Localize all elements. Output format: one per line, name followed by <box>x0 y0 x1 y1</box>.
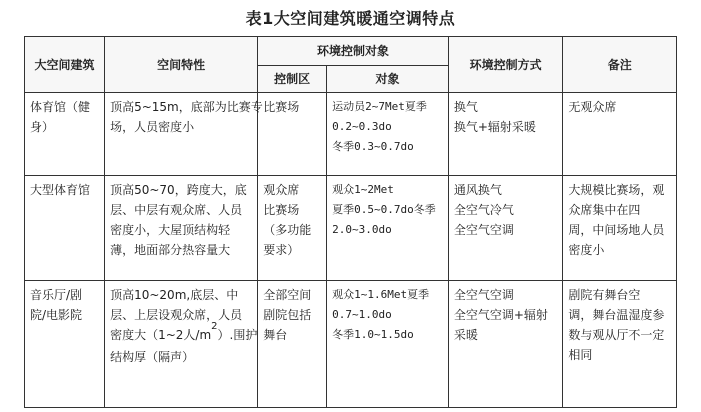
cell-text-density <box>110 321 258 347</box>
cell-text: 结构厚（隔声） <box>110 350 195 364</box>
header-building: 大空间建筑 <box>25 37 105 93</box>
cell-text: 相同 <box>568 348 593 362</box>
cell-zone <box>258 281 327 408</box>
cell-zone <box>258 176 327 281</box>
cell-text: 要求） <box>263 243 300 257</box>
header-target: 对象 <box>327 66 449 93</box>
cell-text: 采暖 <box>453 328 478 342</box>
cell-text: 舞台 <box>263 328 288 342</box>
cell-method <box>448 176 563 281</box>
cell-text: 0.2~0.3do <box>332 120 392 133</box>
cell-text: 夏季0.5~0.7do冬季 <box>332 203 436 216</box>
cell-text: 剧院有舞台空 <box>568 288 641 302</box>
cell-text: （多功能 <box>263 223 312 237</box>
cell-text: 顶高50~70，跨度大，底 <box>110 183 247 197</box>
table-row <box>25 176 677 281</box>
header-space: 空间特性 <box>105 37 258 93</box>
cell-text: 密度大（1~2人/m <box>110 328 212 342</box>
cell-text: 数与观从厅不一定 <box>568 328 665 342</box>
cell-text: 音乐厅/剧 <box>30 288 83 302</box>
cell-text: 院/电影院 <box>30 308 83 322</box>
table-title: 表1大空间建筑暖通空调特点 <box>245 9 456 28</box>
cell-text: 周，中间场地人员 <box>568 223 665 237</box>
cell-target <box>327 176 449 281</box>
cell-space <box>105 281 258 408</box>
cell-text: 冬季1.0~1.5do <box>332 328 414 341</box>
cell-text: 体育馆（健 <box>30 100 91 114</box>
header-notes: 备注 <box>563 37 677 93</box>
cell-building <box>25 281 105 408</box>
cell-text: 调，舞台温湿度参 <box>568 308 665 322</box>
table-row <box>25 93 677 176</box>
cell-text: 密度小，大屋顶结构轻 <box>110 223 231 237</box>
cell-text: 层、中层有观众席、人员 <box>110 203 243 217</box>
superscript: 2 <box>211 321 218 332</box>
cell-text: 密度小 <box>568 243 605 257</box>
table-row <box>25 281 677 408</box>
cell-text: 比赛场 <box>263 203 300 217</box>
cell-text: ）.围护 <box>217 328 258 342</box>
cell-text: 大规模比赛场，观 <box>568 183 665 197</box>
cell-zone <box>258 93 327 176</box>
cell-text: 无观众席 <box>568 100 617 114</box>
cell-text: 冬季0.3~0.7do <box>332 140 414 153</box>
cell-building <box>25 176 105 281</box>
cell-text: 场，人员密度小 <box>110 120 195 134</box>
cell-text: 观众1~2Met <box>332 183 394 196</box>
cell-building <box>25 93 105 176</box>
header-control-method: 环境控制方式 <box>448 37 563 93</box>
cell-text: 身） <box>30 120 55 134</box>
cell-text: 全空气空调 <box>453 288 514 302</box>
cell-note <box>563 176 677 281</box>
hvac-features-table <box>24 36 677 408</box>
cell-text: 大型体育馆 <box>30 183 91 197</box>
cell-text: 运动员2~7Met夏季 <box>332 100 427 113</box>
cell-target <box>327 281 449 408</box>
cell-space <box>105 93 263 176</box>
cell-text: 全空气冷气 <box>453 203 514 217</box>
cell-text: 顶高10~20m,底层、中 <box>110 288 239 302</box>
cell-text: 薄，地面部分热容量大 <box>110 243 231 257</box>
cell-text: 全部空间 <box>263 288 312 302</box>
header-control-object: 环境控制对象 <box>258 37 449 66</box>
cell-text: 层、上层设观众席，人员 <box>110 308 243 322</box>
cell-text: 比赛场 <box>263 100 300 114</box>
cell-method <box>448 281 563 408</box>
cell-text: 全空气空调 <box>453 223 514 237</box>
cell-text: 换气+辐射采暖 <box>453 120 536 134</box>
cell-text: 观众席 <box>263 183 300 197</box>
cell-target <box>327 93 449 176</box>
cell-text: 剧院包括 <box>263 308 312 322</box>
cell-note <box>563 281 677 408</box>
cell-text: 通风换气 <box>453 183 502 197</box>
cell-space <box>105 176 258 281</box>
cell-text: 换气 <box>453 100 478 114</box>
header-control-zone: 控制区 <box>258 66 327 93</box>
cell-method <box>448 93 563 176</box>
cell-text: 2.0~3.0do <box>332 223 392 236</box>
cell-text: 0.7~1.0do <box>332 308 392 321</box>
cell-text: 观众1~1.6Met夏季 <box>332 288 430 301</box>
cell-text: 众席集中在四 <box>568 203 641 217</box>
cell-note <box>563 93 677 176</box>
cell-text: 顶高5~15m，底部为比赛专 <box>110 100 263 114</box>
cell-text: 全空气空调+辐射 <box>453 308 548 322</box>
